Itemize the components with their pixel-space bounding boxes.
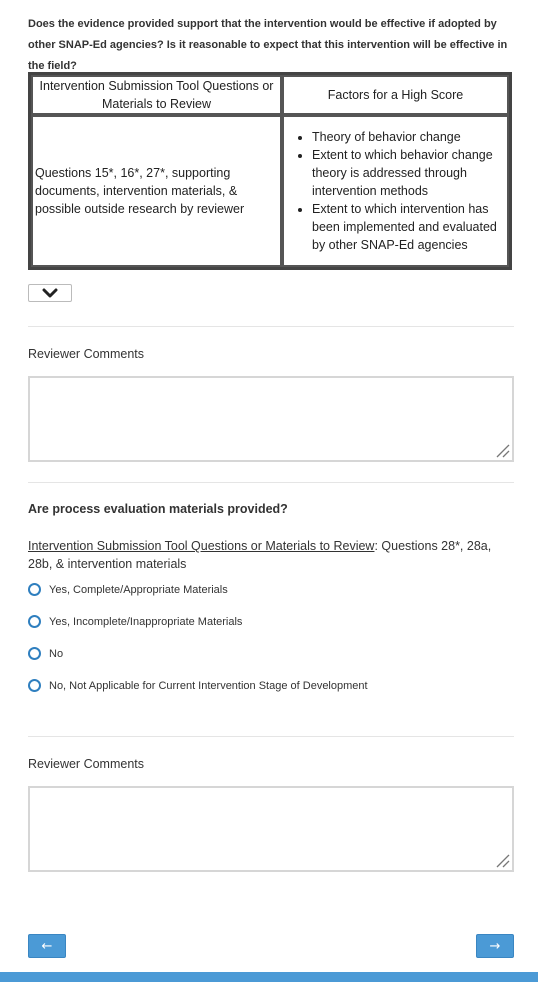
materials-reference	[28, 537, 518, 573]
radio-option-label: Yes, Incomplete/Inappropriate Materials	[49, 615, 243, 628]
factor-item: • Extent to which behavior change theory is addressed through intervention methods	[312, 146, 503, 200]
radio-option-label: No	[49, 647, 64, 660]
chevron-down-icon	[42, 288, 58, 298]
table-header-materials: Intervention Submission Tool Questions or Materials to Review	[31, 75, 282, 115]
criteria-table	[28, 72, 512, 270]
radio-option-yes-incomplete[interactable]	[28, 615, 242, 628]
arrow-right-icon: →	[489, 938, 501, 954]
arrow-left-icon: ←	[41, 938, 53, 954]
question-title: Are process evaluation materials provided?	[28, 502, 288, 516]
radio-option-not-applicable[interactable]	[28, 679, 368, 692]
radio-button[interactable]	[28, 679, 41, 692]
bottom-bar	[0, 972, 538, 982]
table-cell-factors	[282, 115, 509, 267]
radio-option-no[interactable]	[28, 647, 63, 660]
reviewer-comments-label: Reviewer Comments	[28, 347, 145, 361]
section-divider	[28, 736, 514, 737]
factor-item: • Theory of behavior change	[312, 128, 503, 146]
radio-button[interactable]	[28, 615, 41, 628]
radio-option-yes-complete[interactable]	[28, 583, 228, 596]
factor-item: • Extent to which intervention has been implemented and evaluated by other SNAP-Ed agencies	[312, 200, 503, 254]
radio-button[interactable]	[28, 583, 41, 596]
factors-list	[284, 128, 507, 254]
radio-option-label: Yes, Complete/Appropriate Materials	[49, 583, 228, 596]
materials-reference-text: : Questions 28*, 28a, 28b, & intervention materials	[28, 539, 492, 571]
reviewer-comments-input-2[interactable]	[28, 786, 514, 872]
reviewer-comments-input-1[interactable]	[28, 376, 514, 462]
radio-option-label: No, Not Applicable for Current Intervention Stage of Development	[49, 679, 368, 692]
section-divider	[28, 482, 514, 483]
question-intro: Does the evidence provided support that the intervention would be effective if adopted by other SNAP-Ed agencies? Is it reasonable to expect that this intervention will be effective in the field?	[28, 18, 508, 72]
reviewer-comments-label: Reviewer Comments	[28, 757, 145, 771]
next-button[interactable]	[476, 934, 514, 958]
table-header-factors: Factors for a High Score	[282, 75, 509, 115]
expand-toggle-button[interactable]	[28, 284, 72, 302]
table-cell-materials: Questions 15*, 16*, 27*, supporting documents, intervention materials, & possible outside research by reviewer	[31, 115, 282, 267]
materials-reference-label: Intervention Submission Tool Questions or Materials to Review	[28, 539, 375, 553]
section-divider	[28, 326, 514, 327]
radio-button[interactable]	[28, 647, 41, 660]
previous-button[interactable]	[28, 934, 66, 958]
